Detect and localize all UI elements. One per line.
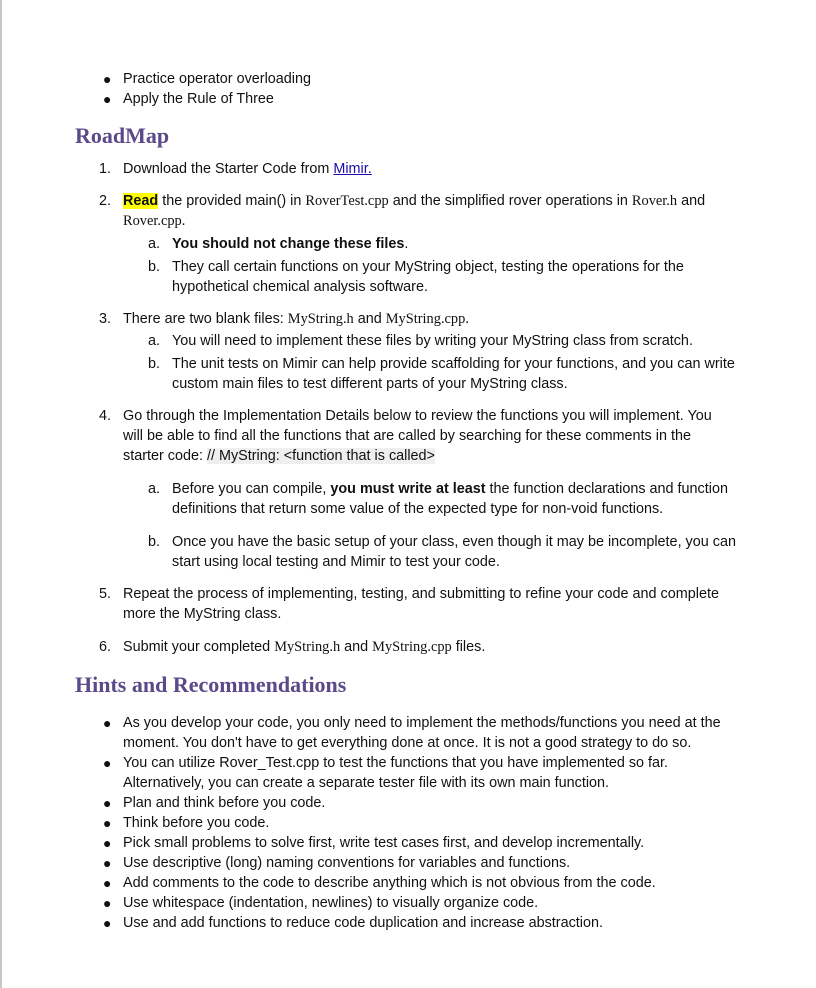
bullet-icon: ● [103, 835, 112, 851]
hint-item: ● Use descriptive (long) naming conventions for variables and functions. [103, 855, 571, 871]
intro-bullet [0, 89, 816, 109]
roadmap-step-3b: b. The unit tests on Mimir can help provide scaffolding for your functions, and you can write custom main files to test different parts of your MyString class. [148, 356, 735, 392]
hint-item: ● Think before you code. [103, 815, 270, 831]
roadmap-step-2b: b. They call certain functions on your MyString object, testing the operations for the hypothetical chemical analysis software. [148, 259, 684, 295]
hint-item: ● Pick small problems to solve first, write test cases first, and develop incrementally. [103, 835, 645, 851]
bullet-icon: ● [103, 895, 112, 911]
highlighted-word: Read [123, 193, 159, 209]
bullet-icon: ● [103, 715, 112, 731]
bullet-icon: ● [103, 91, 112, 107]
bullet-icon: ● [103, 795, 112, 811]
roadmap-step-2: 2. Read the provided main() in RoverTest.cpp and the simplified rover operations in Rover.h and Rover.cpp. [99, 193, 706, 229]
roadmap-heading: RoadMap [75, 123, 170, 148]
bullet-text: Practice operator overloading [123, 71, 311, 87]
mimir-link[interactable]: Mimir. [333, 161, 372, 177]
intro-bullet [0, 69, 816, 89]
roadmap-step-2a: a. You should not change these files. [148, 236, 409, 252]
bullet-text: Apply the Rule of Three [123, 91, 274, 107]
roadmap-step-5: 5. Repeat the process of implementing, testing, and submitting to refine your code and complete more the MyString class. [99, 586, 719, 622]
roadmap-step-3a: a. You will need to implement these files by writing your MyString class from scratch. [148, 333, 693, 349]
roadmap-step-4b: b. Once you have the basic setup of your class, even though it may be incomplete, you can start using local testing and Mimir to test your code. [148, 534, 736, 570]
bullet-icon: ● [103, 755, 112, 771]
hint-item: ● Use whitespace (indentation, newlines) to visually organize code. [103, 895, 539, 911]
roadmap-step-6: 6. Submit your completed MyString.h and MyString.cpp files. [99, 639, 486, 655]
bullet-icon: ● [103, 915, 112, 931]
hint-item: ● Add comments to the code to describe anything which is not obvious from the code. [103, 875, 656, 891]
roadmap-step-4a: a. Before you can compile, you must write at least the function declarations and function definitions that return some value of the expected type for non-void functions. [148, 481, 728, 517]
hint-item: ● Plan and think before you code. [103, 795, 326, 811]
roadmap-step-3: 3. There are two blank files: MyString.h and MyString.cpp. [99, 311, 469, 327]
roadmap-step-1: 1. Download the Starter Code from Mimir. [99, 161, 372, 177]
code-comment: // MyString: <function that is called> [206, 448, 435, 464]
bullet-icon: ● [103, 855, 112, 871]
hints-heading: Hints and Recommendations [75, 672, 347, 697]
hints-list [0, 713, 816, 933]
bullet-icon: ● [103, 815, 112, 831]
bullet-icon: ● [103, 875, 112, 891]
hint-item: ● You can utilize Rover_Test.cpp to test the functions that you have implemented so far. Alternatively, you can create a separate tester file with its own main function. [103, 755, 669, 791]
hint-item: ● Use and add functions to reduce code duplication and increase abstraction. [103, 915, 603, 931]
roadmap-step-4: 4. Go through the Implementation Details below to review the functions you will implement. You will be able to find all the functions that are called by searching for these comments in the starter code: // MyString: <function that is called> [99, 408, 712, 464]
bullet-icon: ● [103, 71, 112, 87]
hint-item: ● As you develop your code, you only need to implement the methods/functions you need at the moment. You don't have to get everything done at once. It is not a good strategy to do so. [103, 715, 721, 751]
